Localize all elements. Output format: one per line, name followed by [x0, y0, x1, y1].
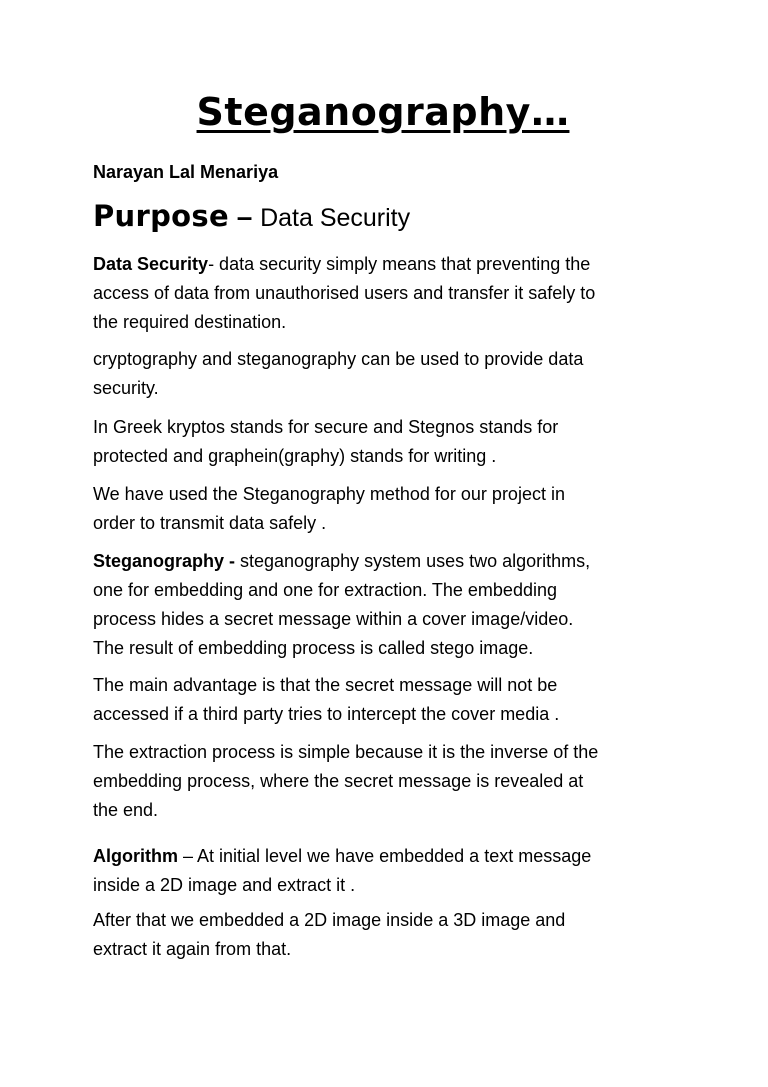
document-title: Steganography… [196, 90, 570, 134]
author-name: Narayan Lal Menariya [93, 162, 279, 182]
paragraph-lead: Algorithm [93, 846, 178, 866]
paragraph-method [93, 480, 683, 538]
text-line: inside a 2D image and extract it . [93, 875, 356, 895]
paragraph-data-security [93, 250, 683, 337]
paragraph-advantage [93, 671, 683, 729]
text-line: We have used the Steganography method for our project in [93, 484, 565, 504]
text-line: process hides a secret message within a cover image/video. [93, 609, 574, 629]
text-line: accessed if a third party tries to intercept the cover media . [93, 704, 560, 724]
text-line: the required destination. [93, 312, 287, 332]
text-line: The extraction process is simple because it is the inverse of the [93, 742, 599, 762]
paragraph-crypto [93, 345, 683, 403]
text-line: access of data from unauthorised users and transfer it safely to [93, 283, 596, 303]
text-line: one for embedding and one for extraction. The embedding [93, 580, 557, 600]
text-line: steganography system uses two algorithms, [235, 551, 591, 571]
text-line: – At initial level we have embedded a text message [178, 846, 592, 866]
text-line: - data security simply means that preventing the [208, 254, 591, 274]
text-line: extract it again from that. [93, 939, 292, 959]
text-line: After that we embedded a 2D image inside a 3D image and [93, 910, 566, 930]
paragraph-algorithm [93, 842, 683, 900]
paragraph-greek [93, 413, 683, 471]
text-line: In Greek kryptos stands for secure and Stegnos stands for [93, 417, 559, 437]
text-line: the end. [93, 800, 159, 820]
text-line: protected and graphein(graphy) stands for writing . [93, 446, 497, 466]
paragraph-extraction [93, 738, 683, 825]
text-line: security. [93, 378, 159, 398]
purpose-dash: – [228, 201, 261, 232]
text-line: The result of embedding process is called stego image. [93, 638, 534, 658]
paragraph-steganography [93, 547, 683, 663]
purpose-value: Data Security [260, 204, 411, 232]
purpose-label: Purpose [93, 199, 229, 233]
text-line: embedding process, where the secret message is revealed at [93, 771, 584, 791]
paragraph-lead: Steganography - [93, 551, 236, 571]
text-line: order to transmit data safely . [93, 513, 327, 533]
paragraph-lead: Data Security [93, 254, 209, 274]
text-line: cryptography and steganography can be used to provide data [93, 349, 584, 369]
text-line: The main advantage is that the secret message will not be [93, 675, 558, 695]
paragraph-after [93, 906, 683, 964]
purpose-heading [93, 196, 410, 238]
